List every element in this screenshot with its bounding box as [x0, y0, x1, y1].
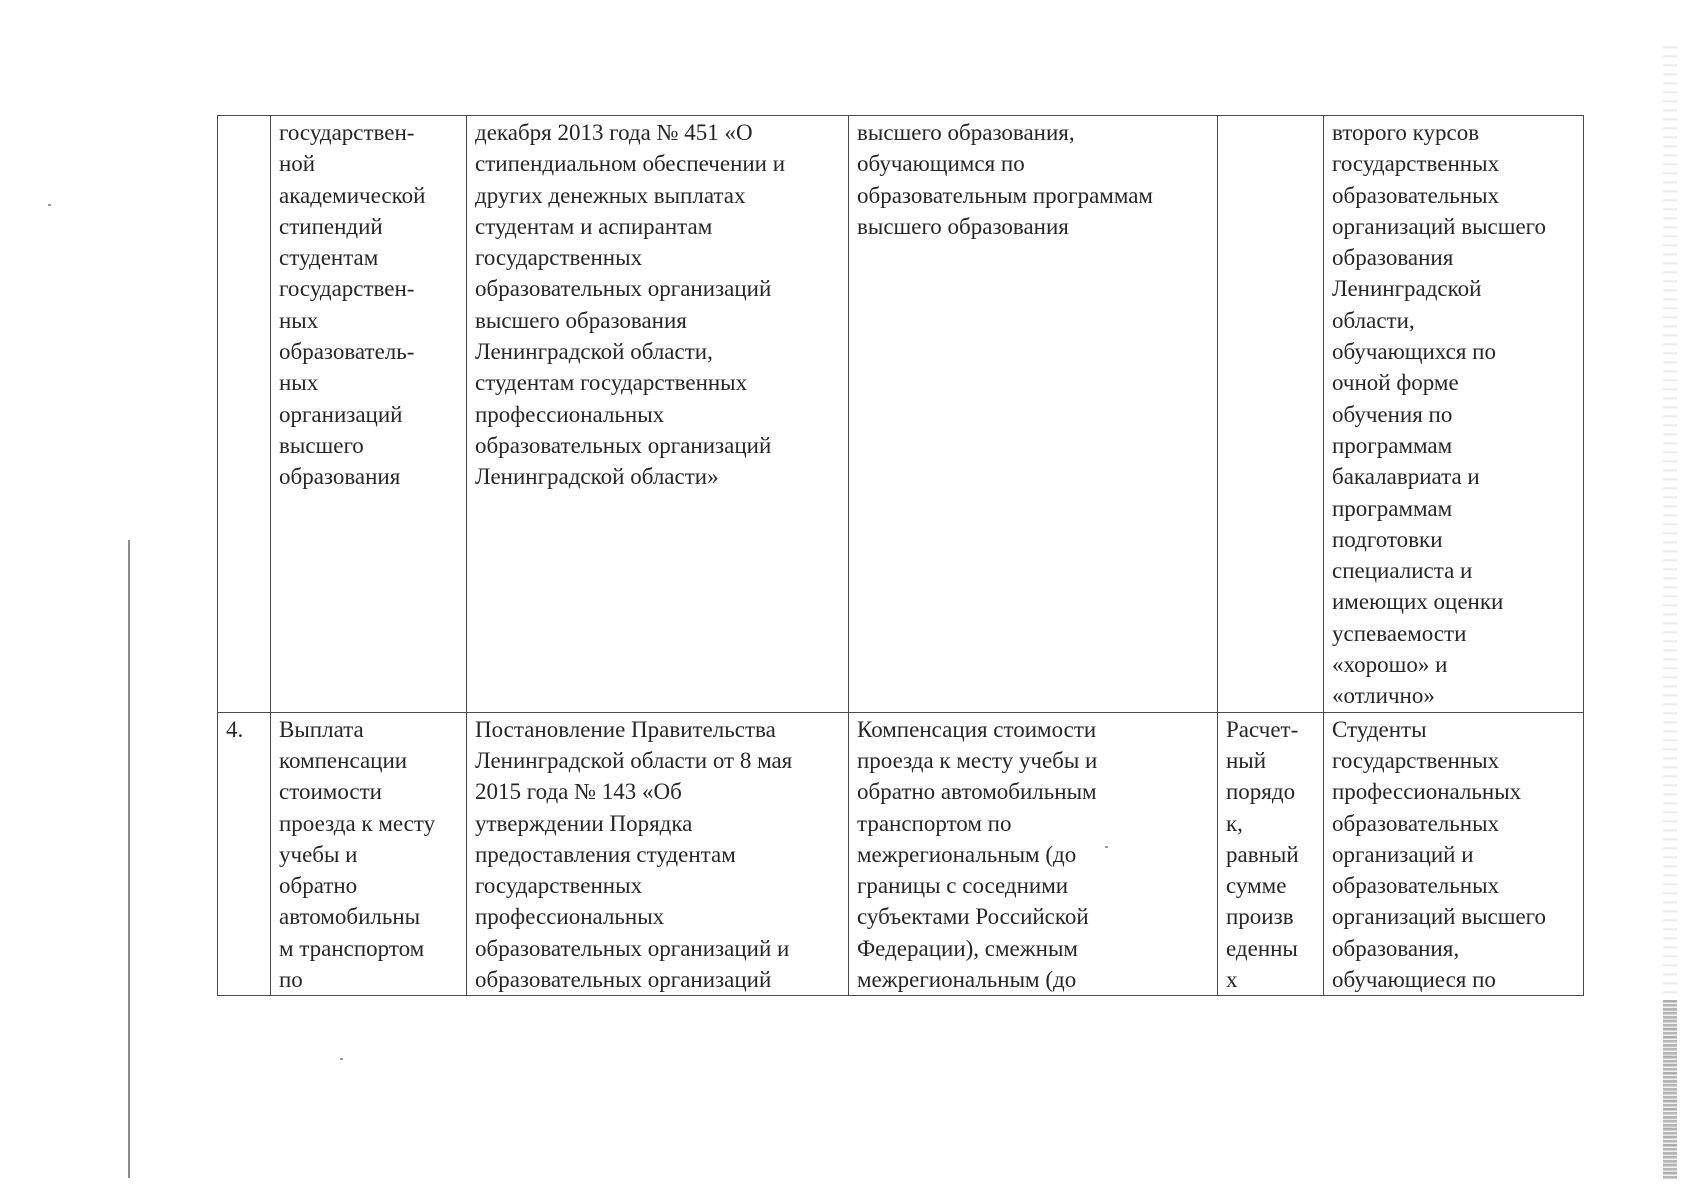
cell-amount: Расчет- ный порядо к, равный сумме произв еденны х — [1218, 712, 1324, 996]
table-row — [218, 712, 1584, 996]
cell-description: высшего образования, обучающимся по образовательным программам высшего образования — [849, 116, 1218, 713]
scan-artifact-edge-dense — [1663, 1000, 1677, 1180]
cell-legal-basis: Постановление Правительства Ленинградской области от 8 мая 2015 года № 143 «Об утверждении Порядка предоставления студентам государственных профессиональных образовательных организаций и образовательных организаций — [467, 712, 849, 996]
cell-recipients: второго курсов государственных образовательных организаций высшего образования Ленинградской области, обучающихся по очной форме обучения по программам бакалавриата и программам подготовки специалиста и имеющих оценки успеваемости «хорошо» и «отлично» — [1324, 116, 1584, 713]
cell-recipients: Студенты государственных профессиональных образовательных организаций и образовательных организаций высшего образования, обучающиеся по — [1324, 712, 1584, 996]
table-row — [218, 116, 1584, 713]
scan-speck — [48, 204, 51, 206]
cell-legal-basis: декабря 2013 года № 451 «О стипендиальном обеспечении и других денежных выплатах студентам и аспирантам государственных образовательных организаций высшего образования Ленинградской области, студентам государственных профессиональных образовательных организаций Ленинградской области» — [467, 116, 849, 713]
cell-name: государствен- ной академической стипендий студентам государствен- ных образователь- ных организаций высшего образования — [271, 116, 467, 713]
cell-number: 4. — [218, 712, 271, 996]
scan-speck — [340, 1058, 343, 1060]
cell-description: Компенсация стоимости проезда к месту учебы и обратно автомобильным транспортом по межрегиональным (до границы с соседними субъектами Российской Федерации), смежным межрегиональным (до — [849, 712, 1218, 996]
cell-amount — [1218, 116, 1324, 713]
cell-name: Выплата компенсации стоимости проезда к месту учебы и обратно автомобильны м транспортом по — [271, 712, 467, 996]
cell-number — [218, 116, 271, 713]
scan-artifact-line — [128, 540, 130, 1178]
benefits-table — [217, 115, 1584, 996]
